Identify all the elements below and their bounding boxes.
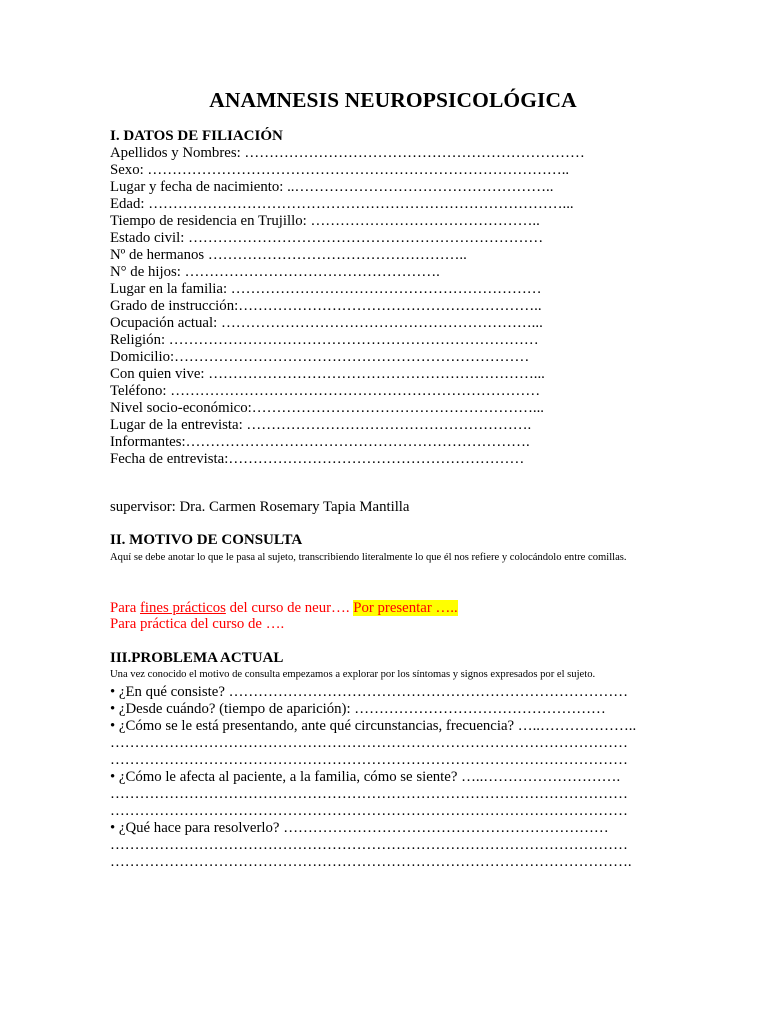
answer-line[interactable]: ……………………………………………………………………………………………: [110, 803, 628, 819]
field-grado-instruccion[interactable]: Grado de instrucción:……………………………………………………..: [110, 298, 542, 314]
red-note-line-1: Para fines prácticos del curso de neur…. Por presentar …..: [110, 600, 458, 616]
question-como-le-afecta[interactable]: • ¿Cómo le afecta al paciente, a la familia, cómo se siente? …..……………………….: [110, 769, 621, 785]
answer-line[interactable]: ……………………………………………………………………………………………: [110, 752, 628, 768]
field-estado-civil[interactable]: Estado civil: ………………………………………………………………: [110, 230, 544, 246]
question-desde-cuando[interactable]: • ¿Desde cuándo? (tiempo de aparición): ……………………………………………: [110, 701, 606, 717]
field-fecha-entrevista[interactable]: Fecha de entrevista:……………………………………………………: [110, 451, 525, 467]
document-title: ANAMNESIS NEUROPSICOLÓGICA: [209, 88, 577, 112]
field-numero-hijos[interactable]: N° de hijos: …………………………………………….: [110, 264, 440, 280]
field-religion[interactable]: Religión: …………………………………………………………………: [110, 332, 539, 348]
answer-line[interactable]: ……………………………………………………………………………………………: [110, 735, 628, 751]
question-como-se-presenta[interactable]: • ¿Cómo se le está presentando, ante qué circunstancias, frecuencia? …..………………..: [110, 718, 637, 734]
field-sexo[interactable]: Sexo: …………………………………………………………………………..: [110, 162, 570, 178]
question-que-hace-resolverlo[interactable]: • ¿Qué hace para resolverlo? …………………………………………………………: [110, 820, 609, 836]
question-en-que-consiste[interactable]: • ¿En qué consiste? ………………………………………………………………………: [110, 684, 629, 700]
field-domicilio[interactable]: Domicilio:………………………………………………………………: [110, 349, 530, 365]
field-lugar-entrevista[interactable]: Lugar de la entrevista: ………………………………………………….: [110, 417, 532, 433]
answer-line[interactable]: ……………………………………………………………………………………………: [110, 786, 628, 802]
answer-line[interactable]: ……………………………………………………………………………………………: [110, 837, 628, 853]
motivo-consulta-instruction: Aquí se debe anotar lo que le pasa al sujeto, transcribiendo literalmente lo que él nos refiere y colocándolo entre comillas.: [110, 552, 627, 563]
field-nivel-socioeconomico[interactable]: Nivel socio-económico:…………………………………………………...: [110, 400, 545, 416]
problema-actual-instruction: Una vez conocido el motivo de consulta empezamos a explorar por los síntomas y signos expresados por el sujeto.: [110, 669, 596, 680]
field-con-quien-vive[interactable]: Con quien vive: …………………………………………………………...: [110, 366, 545, 382]
section-problema-actual-heading: III.PROBLEMA ACTUAL: [110, 650, 284, 666]
field-informantes[interactable]: Informantes:…………………………………………………………….: [110, 434, 530, 450]
underlined-text: fines prácticos: [140, 600, 226, 616]
field-apellidos-nombres[interactable]: Apellidos y Nombres: ……………………………………………………………: [110, 145, 585, 161]
field-lugar-fecha-nacimiento[interactable]: Lugar y fecha de nacimiento: ..……………………………………………..: [110, 179, 554, 195]
field-telefono[interactable]: Teléfono: …………………………………………………………………: [110, 383, 541, 399]
red-note-line-2: Para práctica del curso de ….: [110, 616, 285, 632]
supervisor-line: supervisor: Dra. Carmen Rosemary Tapia Mantilla: [110, 499, 410, 515]
field-ocupacion-actual[interactable]: Ocupación actual: ………………………………………………………...: [110, 315, 543, 331]
section-datos-filiacion-heading: I. DATOS DE FILIACIÓN: [110, 128, 283, 144]
field-edad[interactable]: Edad: …………………………………………………………………………...: [110, 196, 574, 212]
answer-line[interactable]: …………………………………………………………………………………………….: [110, 854, 632, 870]
section-motivo-consulta-heading: II. MOTIVO DE CONSULTA: [110, 532, 303, 548]
highlighted-text: Por presentar …..: [353, 600, 458, 616]
field-numero-hermanos[interactable]: Nº de hermanos ……………………………………………..: [110, 247, 467, 263]
field-lugar-familia[interactable]: Lugar en la familia: ………………………………………………………: [110, 281, 542, 297]
field-tiempo-residencia[interactable]: Tiempo de residencia en Trujillo: ………………………………………..: [110, 213, 540, 229]
